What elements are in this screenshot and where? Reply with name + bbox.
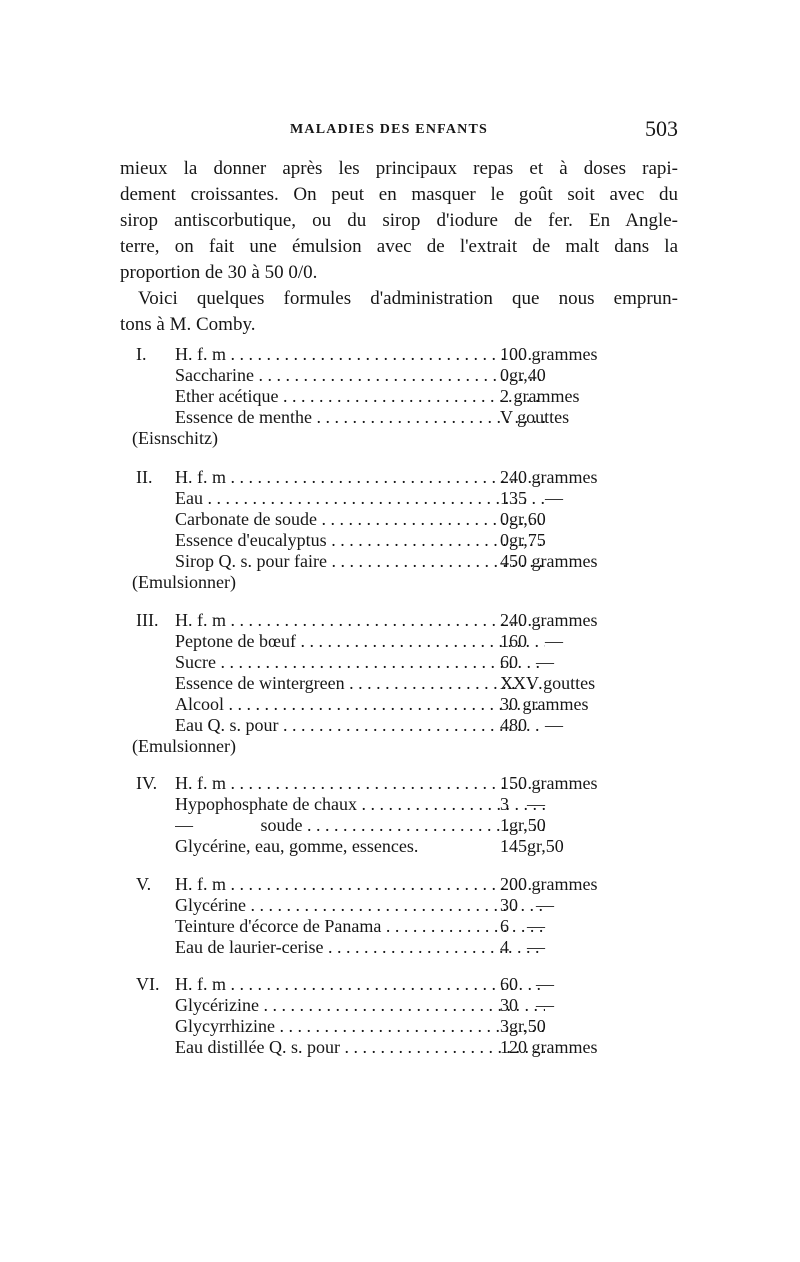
formula-numeral: I.	[136, 344, 147, 364]
ingredient-quantity: XXV gouttes	[500, 673, 596, 693]
page-number: 503	[645, 116, 678, 141]
ingredient-quantity: 30 grammes	[500, 694, 589, 714]
formula-row	[120, 974, 680, 995]
formula-row	[120, 1037, 680, 1058]
formula-row	[120, 631, 680, 652]
formula-row	[120, 488, 680, 509]
formula-row	[120, 467, 680, 488]
text-line: mieux la donner après les principaux repas et à doses rapi-	[120, 158, 678, 179]
ingredient-label: Teinture d'écorce de Panama . . .	[175, 916, 545, 937]
formula-row	[120, 895, 680, 916]
ingredient-label: H. f. m . . .	[175, 344, 545, 365]
paragraph-intro-formulas	[120, 286, 678, 338]
ingredient-label: Essence de wintergreen . . .	[175, 673, 545, 694]
ingredient-label: Saccharine . . .	[175, 365, 545, 386]
formula-row	[120, 1016, 680, 1037]
paragraph-continuation	[120, 156, 678, 286]
formula-row	[120, 551, 680, 572]
formula-row	[120, 815, 680, 836]
ingredient-quantity: 60 —	[500, 652, 554, 672]
formula-row	[120, 407, 680, 428]
ingredient-label: Essence d'eucalyptus . . .	[175, 530, 545, 551]
ingredient-label: Alcool . . .	[175, 694, 545, 715]
ingredient-quantity: 4 —	[500, 937, 545, 957]
formula-row	[120, 344, 680, 365]
ingredient-label: Ether acétique . . .	[175, 386, 545, 407]
ingredient-quantity: 30 —	[500, 995, 554, 1015]
formula-numeral: IV.	[136, 773, 158, 793]
formula-row	[120, 652, 680, 673]
ingredient-label: Glycérizine . . .	[175, 995, 545, 1016]
text-line: sirop antiscorbutique, ou du sirop d'iodure de fer. En Angle-	[120, 210, 678, 231]
ingredient-quantity: V gouttes	[500, 407, 570, 427]
ingredient-quantity: 1gr,50	[500, 815, 546, 835]
ingredient-label: Glycyrrhizine . . .	[175, 1016, 545, 1037]
ingredient-quantity: 160 —	[500, 631, 563, 651]
formula-numeral: V.	[136, 874, 152, 894]
ingredient-quantity: 0gr,75	[500, 530, 546, 550]
ingredient-label: H. f. m . . .	[175, 773, 545, 794]
formula-row	[120, 773, 680, 794]
ingredient-label: Eau Q. s. pour . . .	[175, 715, 545, 736]
ingredient-quantity: 135 —	[500, 488, 563, 508]
ingredient-quantity: 3 —	[500, 794, 545, 814]
ingredient-label: — soude . . .	[175, 815, 545, 836]
ingredient-quantity: 6 —	[500, 916, 545, 936]
text-line: Voici quelques formules d'administration que nous emprun-	[138, 288, 678, 309]
page-header	[120, 116, 680, 146]
ingredient-quantity: 3gr,50	[500, 1016, 546, 1036]
text-line: dement croissantes. On peut en masquer le goût soit avec du	[120, 184, 678, 205]
ingredient-quantity: 145gr,50	[500, 836, 564, 856]
formula-row	[120, 509, 680, 530]
formula-row	[120, 715, 680, 736]
ingredient-quantity: 240 grammes	[500, 467, 598, 487]
ingredient-quantity: 150 grammes	[500, 773, 598, 793]
formula-block-1	[120, 344, 680, 449]
ingredient-quantity: 480 —	[500, 715, 563, 735]
ingredient-label: H. f. m . . .	[175, 610, 545, 631]
ingredient-quantity: 30 —	[500, 895, 554, 915]
ingredient-quantity: 60 —	[500, 974, 554, 994]
ingredient-label: Sucre . . .	[175, 652, 545, 673]
ingredient-label: Eau de laurier-cerise . . .	[175, 937, 545, 958]
formula-row	[120, 937, 680, 958]
formula-row	[120, 694, 680, 715]
formula-row	[120, 610, 680, 631]
formula-row	[120, 916, 680, 937]
ingredient-quantity: 120 grammes	[500, 1037, 598, 1057]
ingredient-label: Hypophosphate de chaux . . .	[175, 794, 545, 815]
ingredient-label: Glycérine . . .	[175, 895, 545, 916]
ingredient-label: Carbonate de soude . . .	[175, 509, 545, 530]
ingredient-label: H. f. m . . .	[175, 874, 545, 895]
ingredient-quantity: 240 grammes	[500, 610, 598, 630]
ingredient-quantity: 450 grammes	[500, 551, 598, 571]
formula-row	[120, 673, 680, 694]
formula-block-3	[120, 610, 680, 757]
formula-block-4	[120, 773, 680, 857]
formula-note-row	[120, 428, 680, 449]
ingredient-quantity: 200 grammes	[500, 874, 598, 894]
ingredient-label: H. f. m . . .	[175, 467, 545, 488]
ingredient-quantity: 100 grammes	[500, 344, 598, 364]
formula-block-2	[120, 467, 680, 593]
ingredient-label: Eau . . .	[175, 488, 545, 509]
formula-row	[120, 530, 680, 551]
formula-row	[120, 995, 680, 1016]
formula-row	[120, 365, 680, 386]
text-line: terre, on fait une émulsion avec de l'extrait de malt dans la	[120, 236, 678, 257]
formula-note-row	[120, 572, 680, 593]
ingredient-label: Glycérine, eau, gomme, essences.	[175, 836, 419, 856]
formula-row	[120, 836, 680, 857]
formula-row	[120, 386, 680, 407]
ingredient-label: Peptone de bœuf . . .	[175, 631, 545, 652]
formula-numeral: III.	[136, 610, 159, 630]
formula-numeral: VI.	[136, 974, 160, 994]
ingredient-label: Eau distillée Q. s. pour . . .	[175, 1037, 545, 1058]
ingredient-label: Essence de menthe . . .	[175, 407, 545, 428]
formula-note: (Emulsionner)	[132, 736, 236, 756]
ingredient-quantity: 2 grammes	[500, 386, 580, 406]
formula-block-5	[120, 874, 680, 958]
formula-block-6	[120, 974, 680, 1058]
ingredient-label: H. f. m . . .	[175, 974, 545, 995]
formula-note: (Emulsionner)	[132, 572, 236, 592]
ingredient-quantity: 0gr,60	[500, 509, 546, 529]
formula-numeral: II.	[136, 467, 153, 487]
formula-note: (Eisnschitz)	[132, 428, 218, 448]
text-line: proportion de 30 à 50 0/0.	[120, 262, 318, 283]
running-title: MALADIES DES ENFANTS	[290, 122, 488, 137]
formula-row	[120, 794, 680, 815]
formula-row	[120, 874, 680, 895]
text-line: tons à M. Comby.	[120, 314, 256, 335]
formula-note-row	[120, 736, 680, 757]
ingredient-label: Sirop Q. s. pour faire . . .	[175, 551, 545, 572]
ingredient-quantity: 0gr,40	[500, 365, 546, 385]
